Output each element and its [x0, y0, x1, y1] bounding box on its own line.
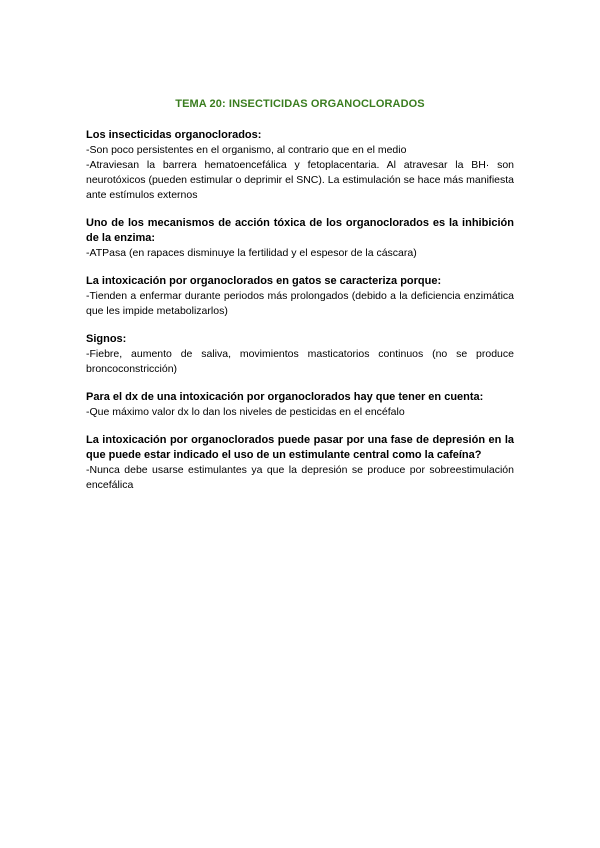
section-text: -Atraviesan la barrera hematoencefálica y fetoplacentaria. Al atravesar la BH· son neurotóxicos (pueden estimular o deprimir el SNC). La estimulación se hace más manifiesta ante estímulos externos — [86, 159, 514, 201]
section-heading: Uno de los mecanismos de acción tóxica de los organoclorados es la inhibición de la enzima: — [86, 217, 514, 244]
section-text: -Son poco persistentes en el organismo, al contrario que en el medio — [86, 144, 407, 156]
document-body — [86, 128, 514, 506]
section-text: -Nunca debe usarse estimulantes ya que la depresión se produce por sobreestimulación encefálica — [86, 464, 514, 491]
section-gatos — [86, 274, 514, 319]
section-text: -Tienden a enfermar durante periodos más prolongados (debido a la deficiencia enzimática que les impide metabolizarlos) — [86, 290, 514, 317]
section-heading: Signos: — [86, 333, 127, 345]
page-title: TEMA 20: INSECTICIDAS ORGANOCLORADOS — [175, 98, 425, 110]
section-mecanismo — [86, 216, 514, 261]
section-heading: Para el dx de una intoxicación por organoclorados hay que tener en cuenta: — [86, 391, 484, 403]
section-diagnostico — [86, 390, 514, 420]
section-heading: La intoxicación por organoclorados en gatos se caracteriza porque: — [86, 275, 442, 287]
section-organoclorados — [86, 128, 514, 203]
section-depresion — [86, 433, 514, 493]
section-text: -ATPasa (en rapaces disminuye la fertilidad y el espesor de la cáscara) — [86, 247, 417, 259]
section-heading: Los insecticidas organoclorados: — [86, 129, 262, 141]
section-text: -Fiebre, aumento de saliva, movimientos masticatorios continuos (no se produce broncoconstricción) — [86, 348, 514, 375]
section-text: -Que máximo valor dx lo dan los niveles de pesticidas en el encéfalo — [86, 406, 405, 418]
section-heading: La intoxicación por organoclorados puede pasar por una fase de depresión en la que puede estar indicado el uso de un estimulante central como la cafeína? — [86, 434, 514, 461]
section-signos — [86, 332, 514, 377]
